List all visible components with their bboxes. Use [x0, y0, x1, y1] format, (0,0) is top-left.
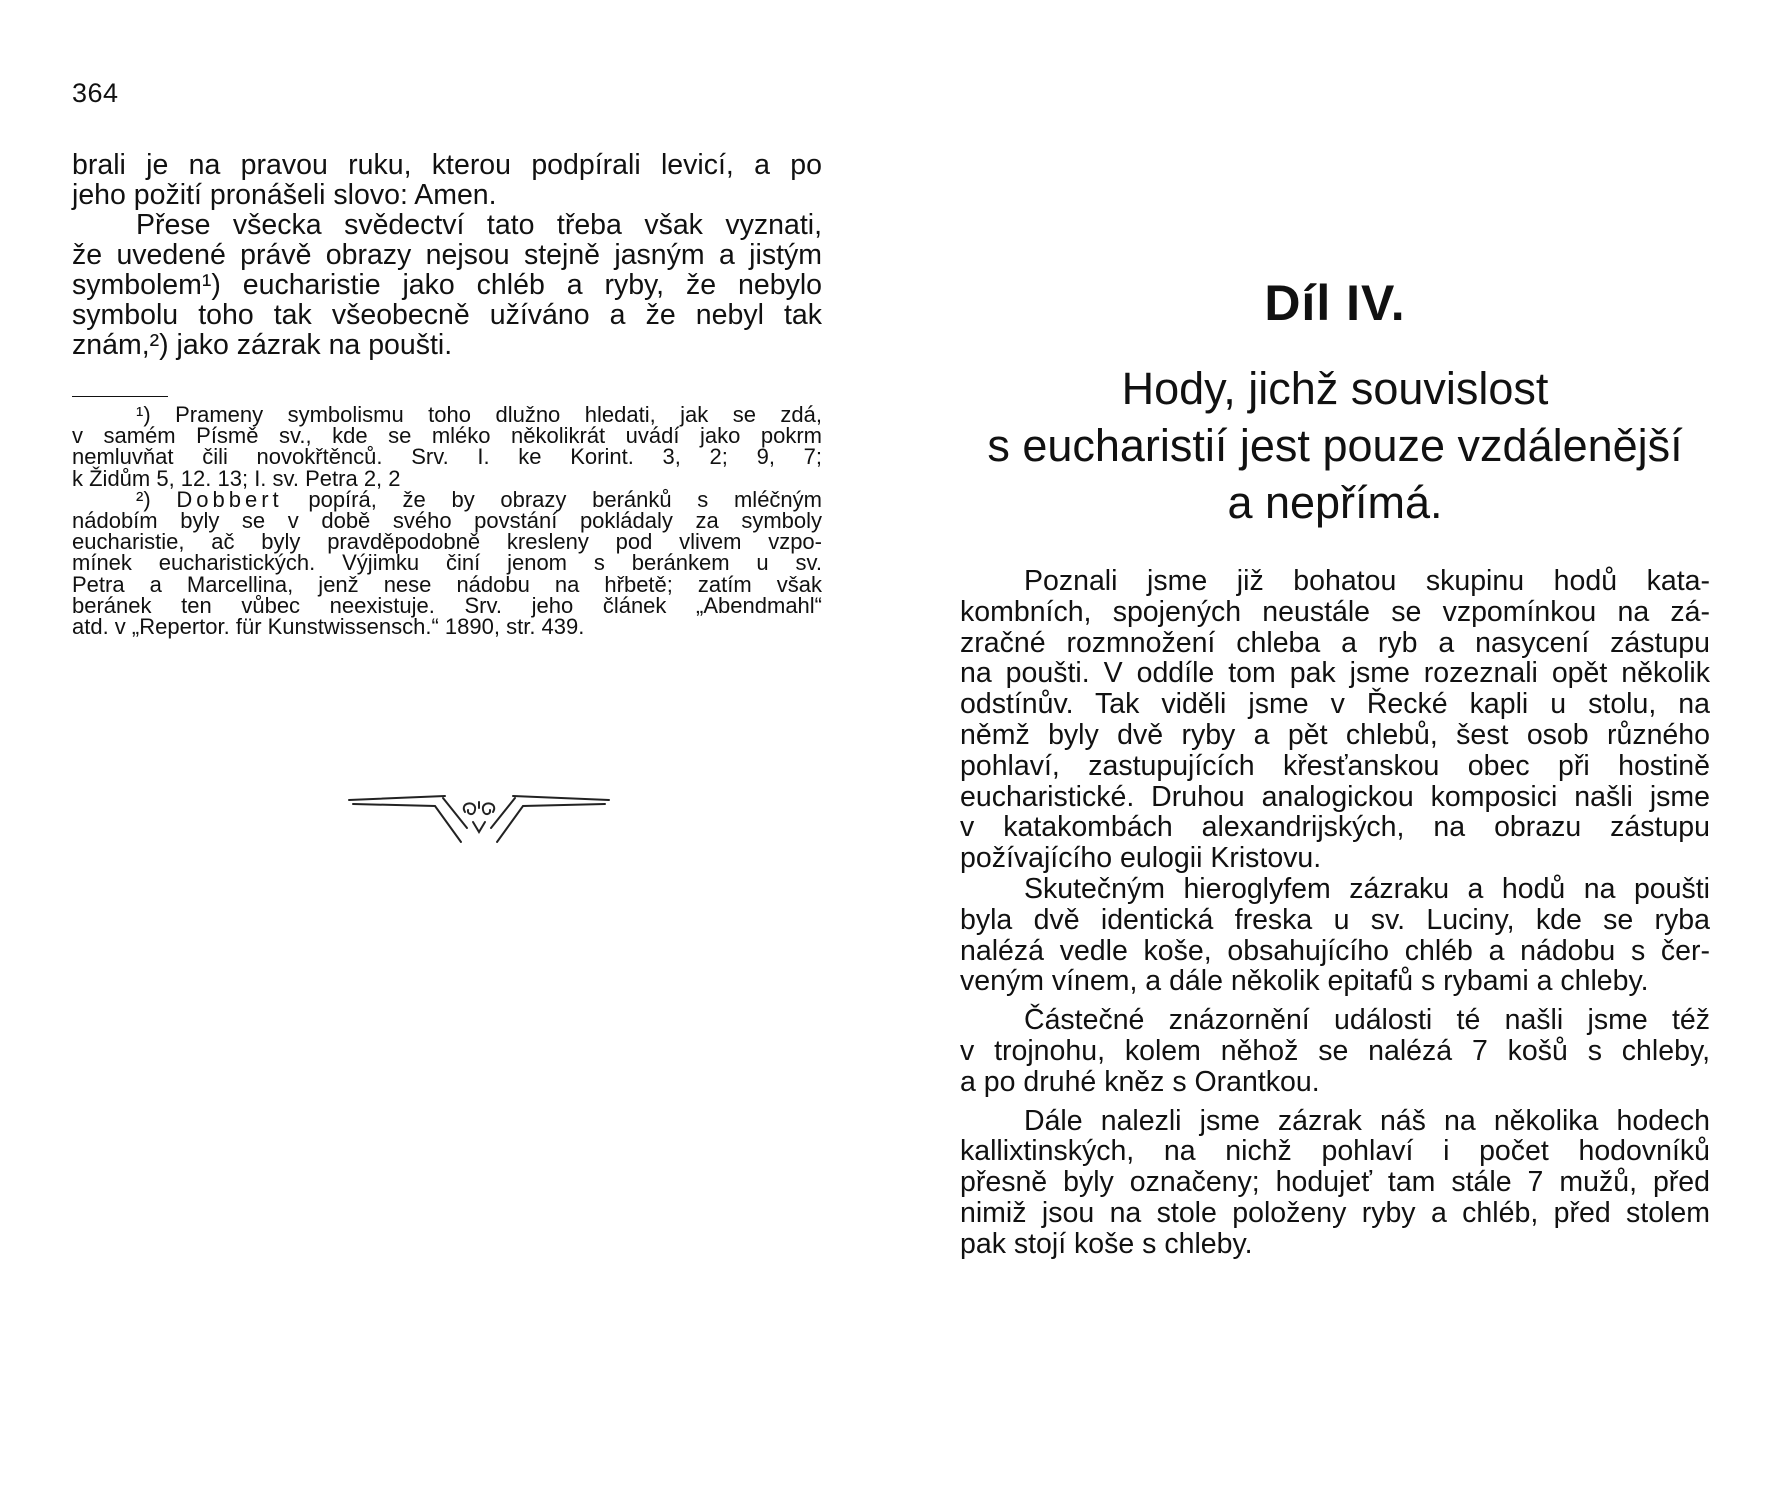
text-line: požívajícího eulogii Kristovu.: [960, 842, 1322, 875]
text-line: pak stojí koše s chleby.: [960, 1227, 1253, 1260]
footnote-divider: [72, 396, 168, 397]
text-line: pohlaví, zastupujících křesťanskou obec při hostině: [960, 749, 1710, 782]
footnote-text: popírá, že by obrazy beránků s mléčným: [308, 486, 822, 512]
text-line: kallixtinských, na nichž pohlaví i počet hodovníků: [960, 1135, 1710, 1168]
paragraph-4: [960, 1106, 1710, 1260]
text-line: byla dvě identická freska u sv. Luciny, kde se ryba: [960, 903, 1710, 936]
text-line: přesně byly označeny; hodujeť tam stále 7 mužů, před: [960, 1166, 1710, 1199]
footnote-line: [72, 486, 822, 512]
text-line: že uvedené právě obrazy nejsou stejně jasným a jistým: [72, 239, 822, 271]
text-line: na poušti. V oddíle tom pak jsme rozeznali opět několik: [960, 657, 1710, 690]
text-line: brali je na pravou ruku, kterou podpírali levicí, a po: [72, 149, 822, 181]
text-line: veným vínem, a dále několik epitafů s rybami a chleby.: [960, 965, 1649, 998]
text-line: znám,²) jako zázrak na poušti.: [72, 329, 453, 361]
footnote-line: ¹) Prameny symbolismu toho dlužno hledati, jak se zdá,: [136, 402, 822, 427]
scroll-ornament-icon: [347, 782, 611, 848]
paragraph-3: [960, 1005, 1710, 1097]
text-line: zračné rozmnožení chleba a ryb a nasycení zástupu: [960, 626, 1710, 659]
text-line: Skutečným hieroglyfem zázraku a hodů na poušti: [1024, 872, 1710, 905]
text-line: symbolu toho tak všeobecně užíváno a že nebyl tak: [72, 299, 822, 331]
author-name: Dobbert: [176, 486, 283, 512]
footnote-line: nádobím byly se v době svého povstání pokládaly za symboly: [72, 508, 822, 534]
text-line: Dále nalezli jsme zázrak náš na několika hodech: [1024, 1104, 1710, 1137]
text-line: v katakombách alexandrijských, na obrazu zástupu: [960, 811, 1710, 844]
page-number: 364: [72, 78, 119, 108]
text-line: Částečné znázornění události té našli jsme též: [1024, 1004, 1710, 1037]
text-line: Přese všecka svědectví tato třeba však vyznati,: [136, 209, 822, 241]
footnote-line: atd. v „Repertor. für Kunstwissensch.“ 1890, str. 439.: [72, 614, 585, 640]
text-line: Poznali jsme již bohatou skupinu hodů kata-: [1024, 565, 1710, 597]
chapter-title: [960, 360, 1710, 531]
footnote-line: k Židům 5, 12. 13; I. sv. Petra 2, 2: [72, 465, 401, 491]
part-title: Díl IV.: [1264, 275, 1406, 331]
footnote-line: mínek eucharistických. Výjimku činí jenom s beránkem u sv.: [72, 550, 822, 576]
chapter-title-line: Hody, jichž souvislost: [1121, 363, 1549, 414]
text-line: němž byly dvě ryby a pět chlebů, šest osob různého: [960, 718, 1710, 751]
right-body-text: [960, 566, 1710, 1260]
chapter-title-line: a nepřímá.: [1227, 477, 1443, 528]
footnote-line: v samém Písmě sv., kde se mléko několikrát uvádí jako pokrm: [72, 423, 822, 449]
text-line: eucharistické. Druhou analogickou komposici našli jsme: [960, 780, 1710, 813]
footnote-line: Petra a Marcellina, jenž nese nádobu na hřbetě; zatím však: [72, 571, 822, 597]
footnote-2: [72, 486, 822, 640]
footnote-mark: ²): [136, 486, 151, 512]
paragraph-2: [960, 874, 1710, 997]
text-line: nalézá vedle koše, obsahujícího chléb a nádobu s čer-: [960, 934, 1710, 967]
paragraph-continuation: [72, 150, 822, 210]
footnotes: [72, 402, 822, 640]
paragraph-1: [960, 566, 1710, 874]
footnote-line: beránek ten vůbec neexistuje. Srv. jeho článek „Abendmahl“: [72, 592, 822, 618]
text-line: kombních, spojených neustále se vzpomínkou na zá-: [960, 595, 1710, 628]
chapter-title-line: s eucharistií jest pouze vzdálenější: [987, 420, 1683, 471]
footnote-line: nemluvňat čili novokřtěnců. Srv. I. ke Korint. 3, 2; 9, 7;: [72, 444, 822, 470]
text-line: odstínův. Tak viděli jsme v Řecké kapli u stolu, na: [960, 688, 1710, 721]
text-line: jeho požití pronášeli slovo: Amen.: [72, 179, 497, 211]
text-line: nimiž jsou na stole položeny ryby a chléb, před stolem: [960, 1196, 1710, 1229]
text-line: symbolem¹) eucharistie jako chléb a ryby, že nebylo: [72, 269, 822, 301]
footnote-line: eucharistie, ač byly pravděpodobně kresleny pod vlivem vzpo-: [72, 529, 822, 555]
left-body-text: [72, 150, 822, 360]
text-line: a po druhé kněz s Orantkou.: [960, 1065, 1320, 1098]
text-line: v trojnohu, kolem něhož se nalézá 7 košů s chleby,: [960, 1034, 1710, 1067]
footnote-1: [72, 404, 822, 489]
paragraph: [72, 210, 822, 360]
